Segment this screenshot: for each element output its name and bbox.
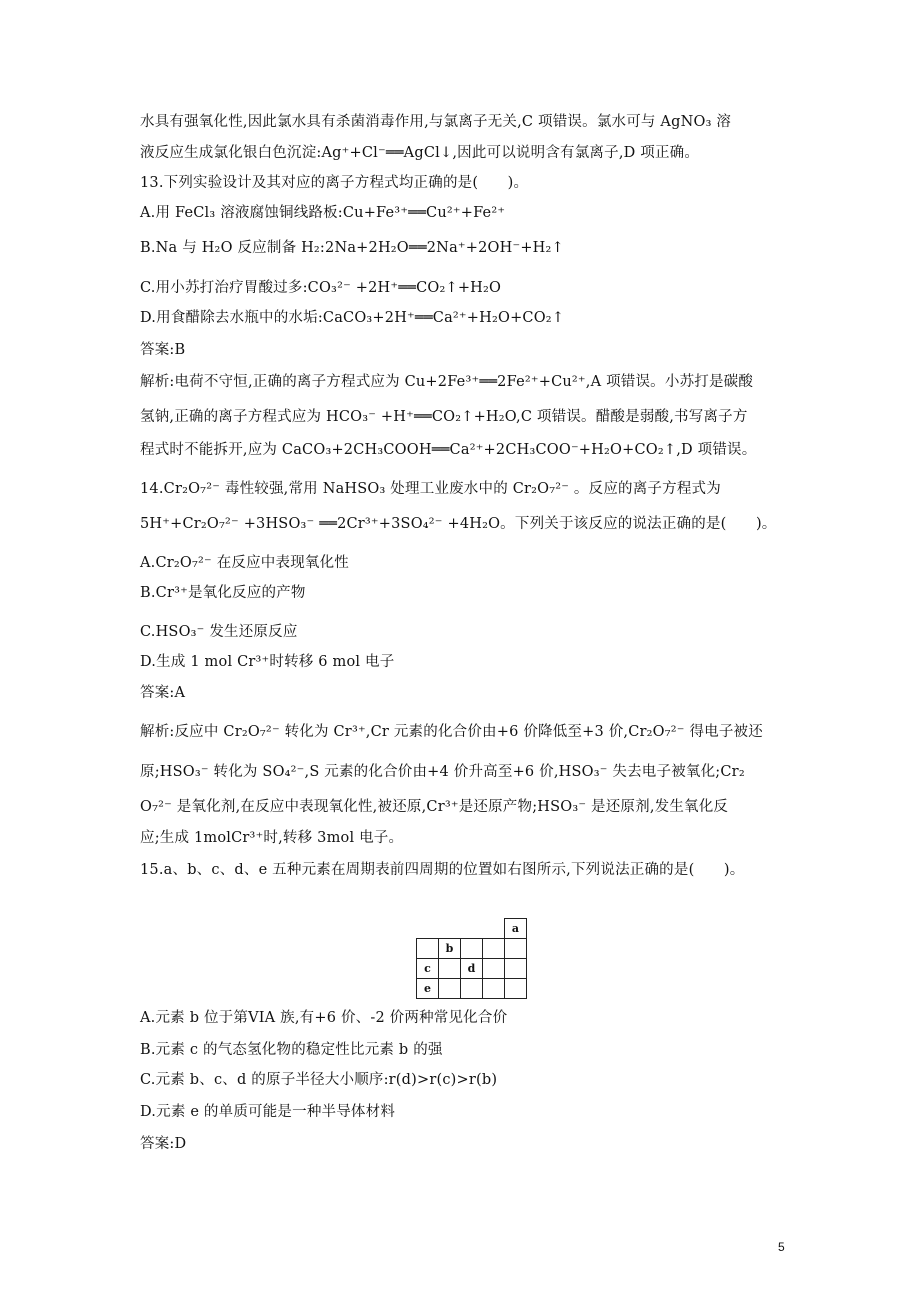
question-15-stem: 15.a、b、c、d、e 五种元素在周期表前四周期的位置如右图所示,下列说法正确的是( )。 bbox=[140, 862, 745, 878]
option-d: D.元素 e 的单质可能是一种半导体材料 bbox=[140, 1104, 396, 1120]
answer: 答案:B bbox=[140, 342, 186, 358]
option-a: A.元素 b 位于第VIA 族,有+6 价、-2 价两种常见化合价 bbox=[140, 1010, 508, 1026]
cell-e: e bbox=[417, 979, 439, 999]
cell-d: d bbox=[461, 959, 483, 979]
answer: 答案:A bbox=[140, 685, 186, 701]
option-c: C.用小苏打治疗胃酸过多:CO₃²⁻ +2H⁺══CO₂↑+H₂O bbox=[140, 280, 502, 296]
option-b: B.Na 与 H₂O 反应制备 H₂:2Na+2H₂O══2Na⁺+2OH⁻+H₂↑ bbox=[140, 240, 564, 256]
explanation-line: 原;HSO₃⁻ 转化为 SO₄²⁻,S 元素的化合价由+4 价升高至+6 价,HSO₃⁻ 失去电子被氧化;Cr₂ bbox=[140, 764, 745, 780]
explanation-line: 应;生成 1molCr³⁺时,转移 3mol 电子。 bbox=[140, 830, 404, 846]
option-a: A.用 FeCl₃ 溶液腐蚀铜线路板:Cu+Fe³⁺══Cu²⁺+Fe²⁺ bbox=[140, 205, 506, 221]
answer: 答案:D bbox=[140, 1136, 187, 1152]
option-c: C.元素 b、c、d 的原子半径大小顺序:r(d)>r(c)>r(b) bbox=[140, 1072, 498, 1088]
page-number: 5 bbox=[778, 1240, 785, 1254]
option-b: B.元素 c 的气态氢化物的稳定性比元素 b 的强 bbox=[140, 1042, 443, 1058]
question-13-stem: 13.下列实验设计及其对应的离子方程式均正确的是( )。 bbox=[140, 175, 529, 191]
option-d: D.生成 1 mol Cr³⁺时转移 6 mol 电子 bbox=[140, 654, 395, 670]
explanation-line: 解析:反应中 Cr₂O₇²⁻ 转化为 Cr³⁺,Cr 元素的化合价由+6 价降低至+3 价,Cr₂O₇²⁻ 得电子被还 bbox=[140, 724, 763, 740]
option-d: D.用食醋除去水瓶中的水垢:CaCO₃+2H⁺══Ca²⁺+H₂O+CO₂↑ bbox=[140, 310, 565, 326]
explanation-line: 氢钠,正确的离子方程式应为 HCO₃⁻ +H⁺══CO₂↑+H₂O,C 项错误。醋酸是弱酸,书写离子方 bbox=[140, 409, 748, 425]
cell-b: b bbox=[439, 939, 461, 959]
option-c: C.HSO₃⁻ 发生还原反应 bbox=[140, 624, 298, 640]
option-a: A.Cr₂O₇²⁻ 在反应中表现氧化性 bbox=[140, 555, 349, 571]
periodic-table-diagram bbox=[416, 918, 527, 999]
cell-c: c bbox=[417, 959, 439, 979]
option-b: B.Cr³⁺是氧化反应的产物 bbox=[140, 585, 306, 601]
question-14-equation: 5H⁺+Cr₂O₇²⁻ +3HSO₃⁻ ══2Cr³⁺+3SO₄²⁻ +4H₂O。下列关于该反应的说法正确的是( )。 bbox=[140, 516, 777, 532]
explanation-line: O₇²⁻ 是氧化剂,在反应中表现氧化性,被还原,Cr³⁺是还原产物;HSO₃⁻ 是还原剂,发生氧化反 bbox=[140, 799, 729, 815]
text-line: 液反应生成氯化银白色沉淀:Ag⁺+Cl⁻══AgCl↓,因此可以说明含有氯离子,D 项正确。 bbox=[140, 145, 700, 161]
question-14-stem: 14.Cr₂O₇²⁻ 毒性较强,常用 NaHSO₃ 处理工业废水中的 Cr₂O₇²⁻ 。反应的离子方程式为 bbox=[140, 481, 721, 497]
text-line: 水具有强氧化性,因此氯水具有杀菌消毒作用,与氯离子无关,C 项错误。氯水可与 AgNO₃ 溶 bbox=[140, 114, 732, 130]
cell-a: a bbox=[505, 919, 527, 939]
explanation-line: 程式时不能拆开,应为 CaCO₃+2CH₃COOH══Ca²⁺+2CH₃COO⁻+H₂O+CO₂↑,D 项错误。 bbox=[140, 442, 757, 458]
explanation-line: 解析:电荷不守恒,正确的离子方程式应为 Cu+2Fe³⁺══2Fe²⁺+Cu²⁺,A 项错误。小苏打是碳酸 bbox=[140, 374, 754, 390]
